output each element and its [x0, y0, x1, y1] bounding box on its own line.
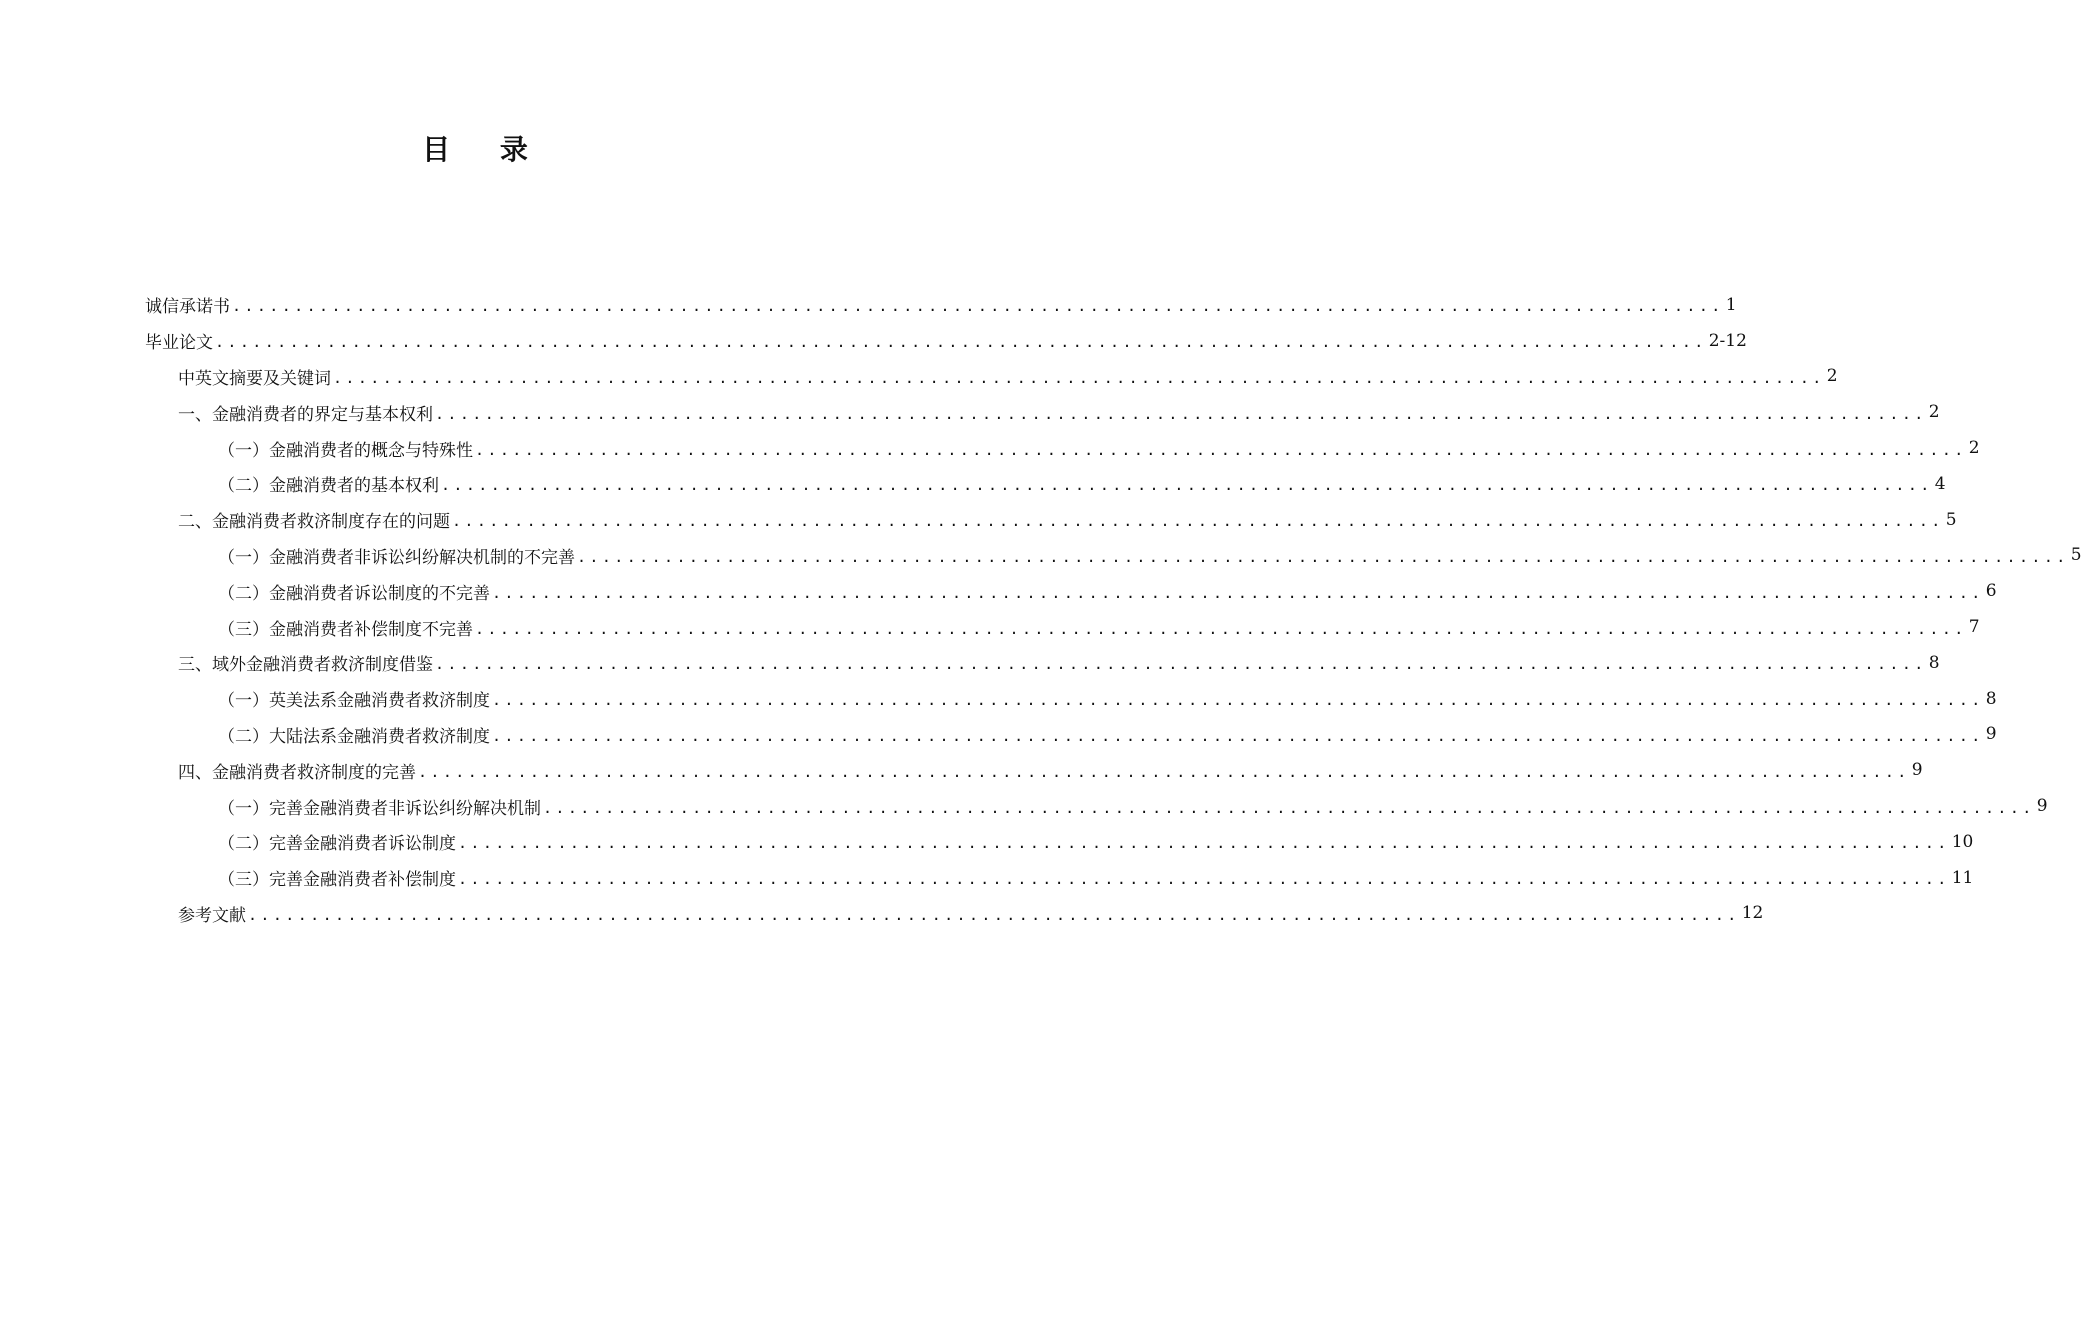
dot-leader: ........................................................................................................................ — [435, 655, 1927, 674]
toc-entry-page-number: 5 — [2070, 545, 2082, 566]
toc-entry-title: 二、金融消费者救济制度存在的问题 — [178, 512, 450, 533]
toc-entry-title: 诚信承诺书 — [145, 297, 230, 318]
toc-entry-title: （一）完善金融消费者非诉讼纠纷解决机制 — [218, 798, 541, 819]
dot-leader: ........................................................................................................................ — [543, 798, 2035, 817]
toc-entry — [0, 824, 1974, 860]
toc-entry-title: 四、金融消费者救济制度的完善 — [178, 762, 416, 783]
toc-entry-title: 三、域外金融消费者救济制度借鉴 — [178, 655, 433, 676]
toc-entry-title: （二）大陆法系金融消费者救济制度 — [218, 726, 490, 747]
toc-entry — [0, 430, 1980, 466]
toc-entry-page-number: 9 — [2036, 796, 2048, 817]
toc-entry-title: （一）金融消费者非诉讼纠纷解决机制的不完善 — [218, 547, 575, 568]
dot-leader: ........................................................................................................................ — [418, 762, 1910, 781]
toc-entry-page-number: 8 — [1985, 688, 1997, 709]
dot-leader: ........................................................................................................................ — [492, 583, 1984, 602]
dot-leader: ........................................................................................................................ — [232, 297, 1724, 316]
toc-entry — [0, 538, 2082, 574]
toc-entry — [0, 466, 1946, 502]
toc-entry-page-number: 12 — [1741, 903, 1764, 924]
toc-entry-page-number: 9 — [1985, 724, 1997, 745]
dot-leader: ........................................................................................................................ — [441, 476, 1933, 495]
toc-entry-title: （一）金融消费者的概念与特殊性 — [218, 440, 473, 461]
toc-entry-title: （二）金融消费者诉讼制度的不完善 — [218, 583, 490, 604]
toc-entry-title: （二）完善金融消费者诉讼制度 — [218, 834, 456, 855]
toc-entry-title: （一）英美法系金融消费者救济制度 — [218, 691, 490, 712]
dot-leader: ........................................................................................................................ — [215, 333, 1707, 352]
toc-entry-page-number: 5 — [1945, 509, 1957, 530]
toc-entry — [0, 681, 1997, 717]
toc-entry — [0, 502, 1957, 538]
dot-leader: ........................................................................................................................ — [475, 619, 1967, 638]
dot-leader: ........................................................................................................................ — [435, 404, 1927, 423]
toc-entry-page-number: 2-12 — [1708, 330, 1747, 351]
toc-entry-page-number: 6 — [1985, 581, 1997, 602]
toc-entry-title: 中英文摘要及关键词 — [178, 368, 331, 389]
dot-leader: ........................................................................................................................ — [475, 440, 1967, 459]
toc-entry-title: 参考文献 — [178, 905, 246, 926]
toc-entry-page-number: 8 — [1928, 652, 1940, 673]
toc-entry-title: （三）金融消费者补偿制度不完善 — [218, 619, 473, 640]
table-of-contents — [0, 287, 2082, 931]
toc-entry-page-number: 2 — [1826, 366, 1838, 387]
toc-entry-title: （二）金融消费者的基本权利 — [218, 476, 439, 497]
toc-entry — [0, 752, 1923, 788]
toc-entry — [0, 896, 1764, 932]
dot-leader: ........................................................................................................................ — [577, 547, 2069, 566]
toc-entry-page-number: 9 — [1911, 760, 1923, 781]
toc-entry — [0, 359, 1838, 395]
toc-entry-page-number: 11 — [1951, 867, 1974, 888]
toc-entry-title: 一、金融消费者的界定与基本权利 — [178, 404, 433, 425]
toc-entry — [0, 609, 1980, 645]
toc-entry — [0, 860, 1974, 896]
dot-leader: ........................................................................................................................ — [458, 834, 1950, 853]
dot-leader: ........................................................................................................................ — [492, 726, 1984, 745]
toc-entry — [0, 573, 1997, 609]
dot-leader: ........................................................................................................................ — [458, 870, 1950, 889]
toc-entry-page-number: 2 — [1928, 402, 1940, 423]
toc-entry-page-number: 7 — [1968, 617, 1980, 638]
page-title: 目 录 — [422, 133, 548, 166]
toc-entry-page-number: 10 — [1951, 831, 1974, 852]
toc-entry-page-number: 2 — [1968, 438, 1980, 459]
dot-leader: ........................................................................................................................ — [248, 905, 1740, 924]
toc-entry — [0, 394, 1940, 430]
toc-entry — [0, 717, 1997, 753]
toc-entry — [0, 323, 1747, 359]
toc-entry-title: （三）完善金融消费者补偿制度 — [218, 870, 456, 891]
dot-leader: ........................................................................................................................ — [333, 368, 1825, 387]
toc-entry-page-number: 1 — [1725, 294, 1737, 315]
toc-entry-title: 毕业论文 — [145, 333, 213, 354]
toc-entry-page-number: 4 — [1934, 473, 1946, 494]
toc-entry — [0, 788, 2048, 824]
dot-leader: ........................................................................................................................ — [452, 512, 1944, 531]
dot-leader: ........................................................................................................................ — [492, 691, 1984, 710]
toc-entry — [0, 645, 1940, 681]
toc-entry — [0, 287, 1737, 323]
